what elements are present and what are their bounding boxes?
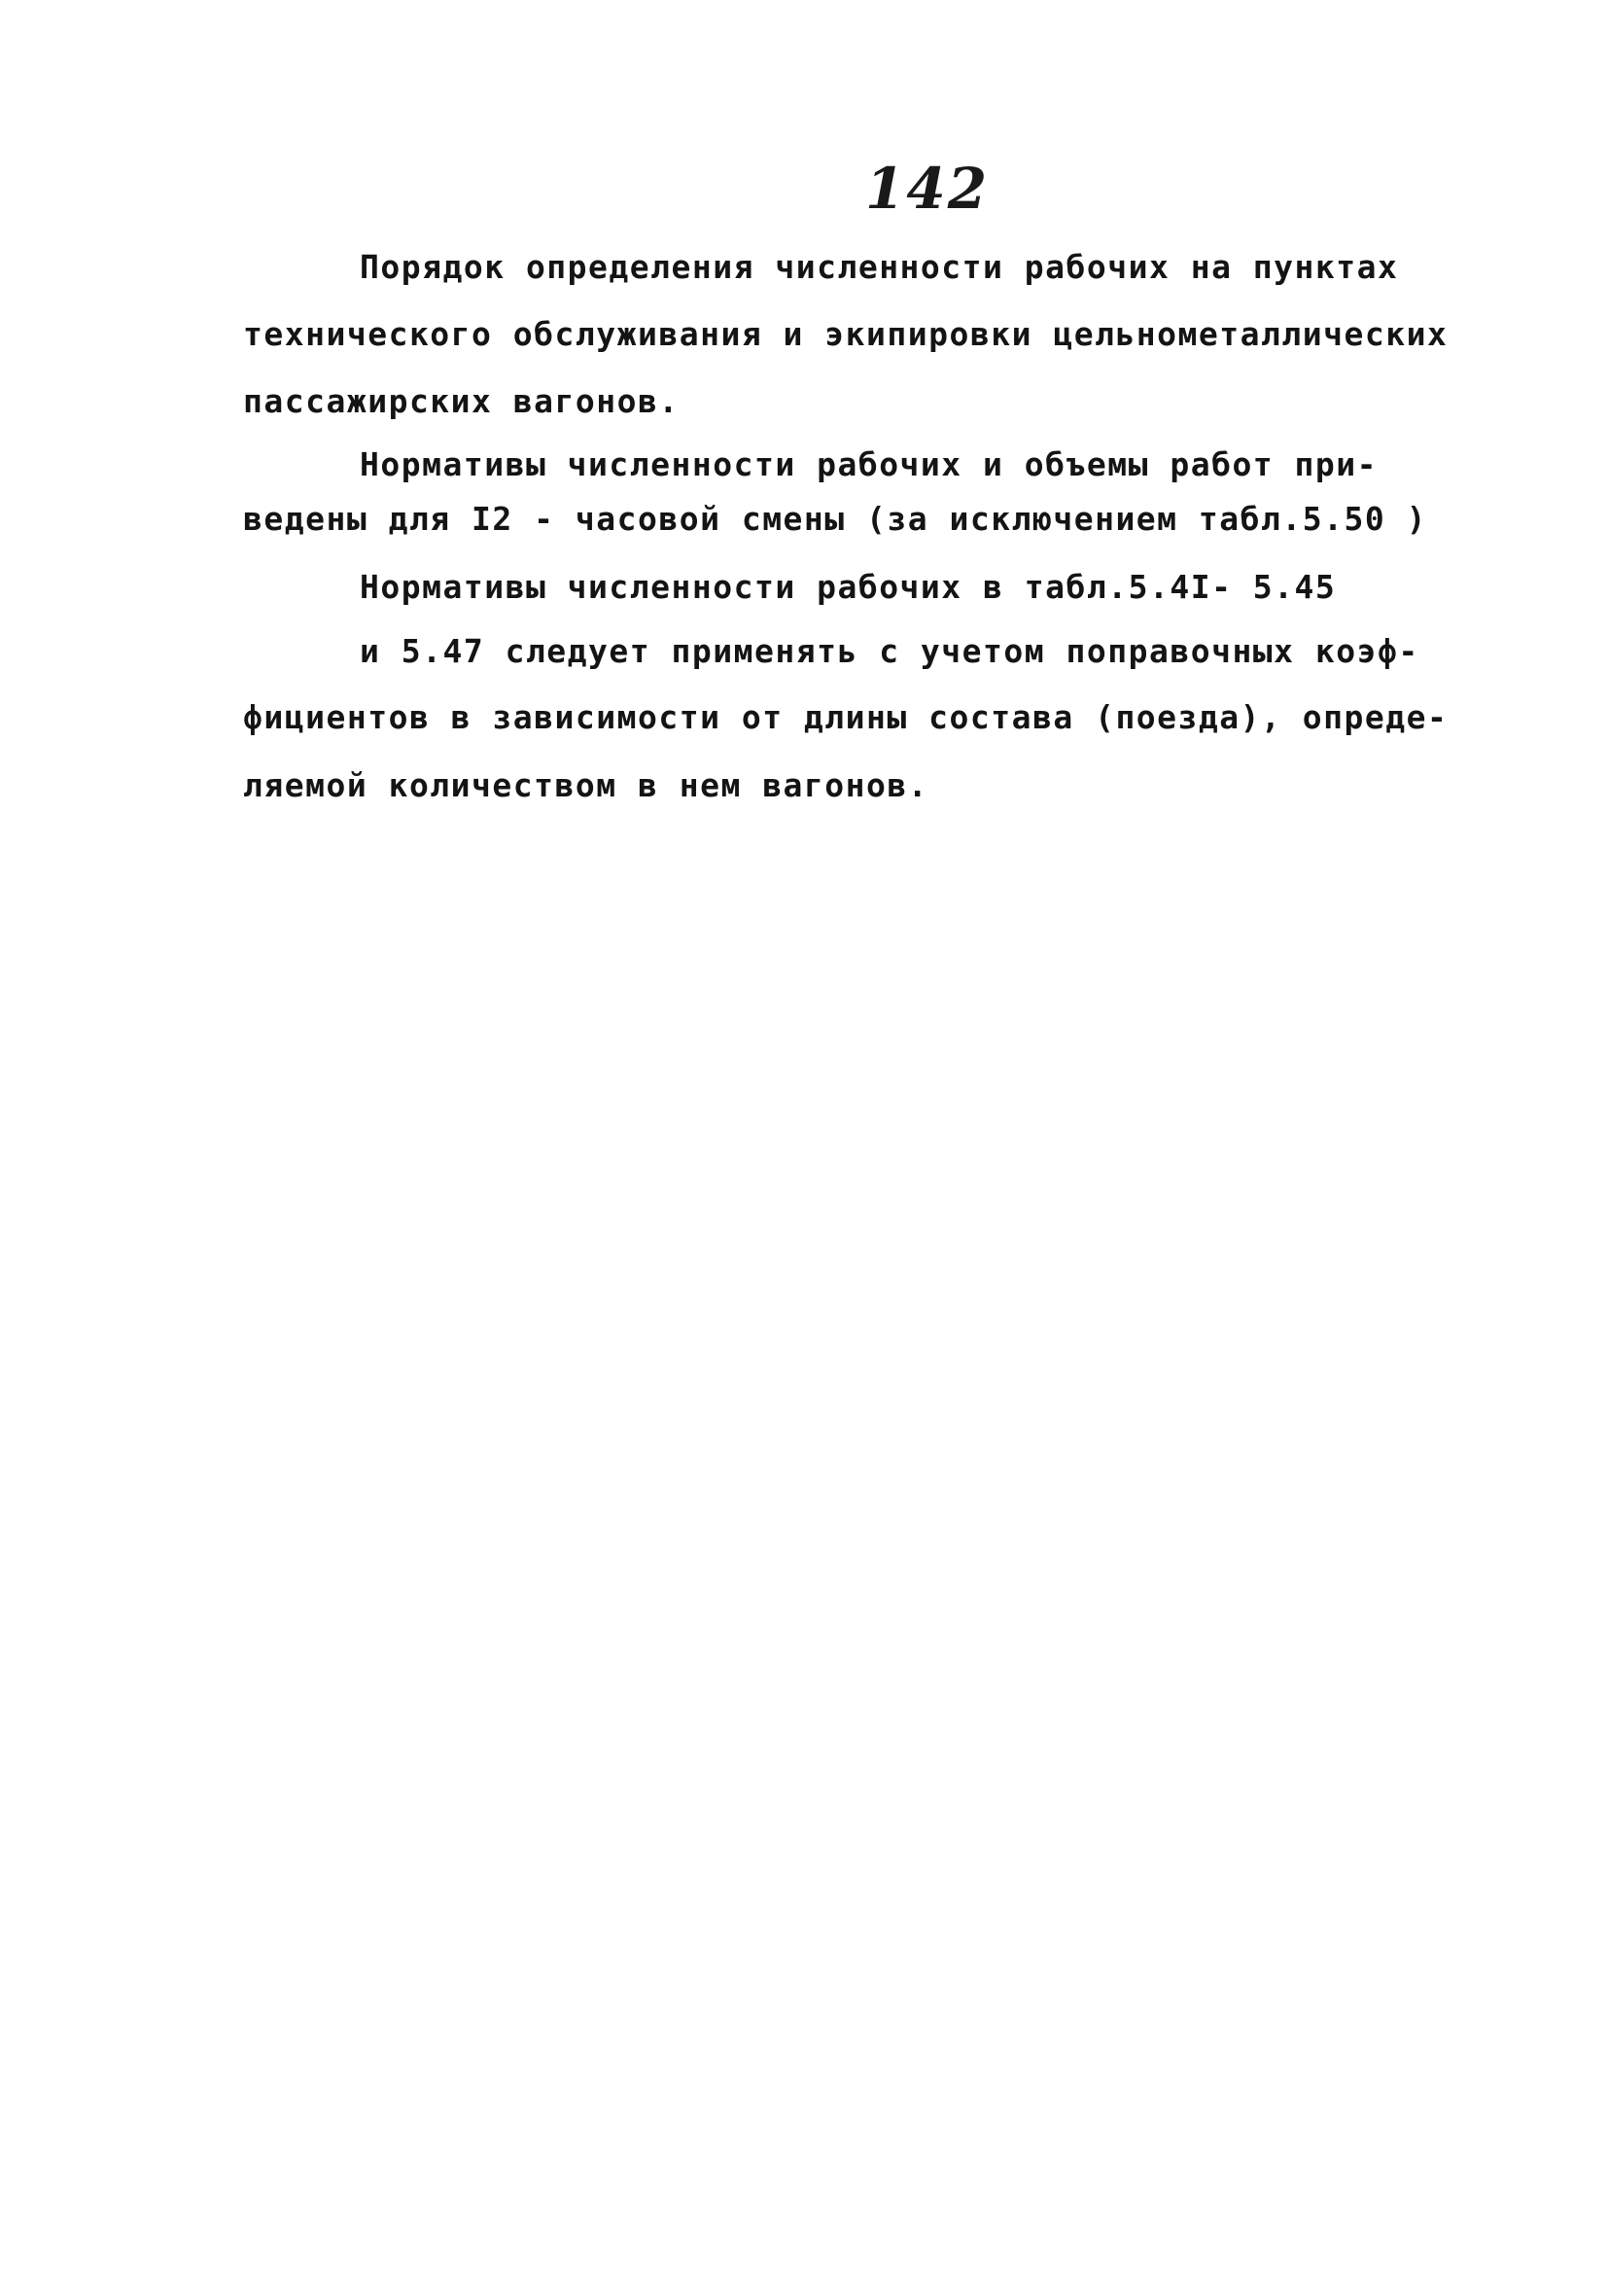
paragraph-1-line-2: технического обслуживания и экипировки цельнометаллических: [243, 315, 1449, 353]
paragraph-2-line-1: Нормативы численности рабочих и объемы работ при-: [360, 445, 1379, 483]
paragraph-1-line-3: пассажирских вагонов.: [243, 382, 680, 420]
paragraph-1-line-1: Порядок определения численности рабочих на пунктах: [360, 248, 1399, 286]
paragraph-3-line-3: фициентов в зависимости от длины состава (поезда), опреде-: [243, 698, 1449, 736]
paragraph-3-line-2: и 5.47 следует применять с учетом поправочных коэф-: [360, 632, 1419, 670]
page-number: 142: [865, 156, 990, 222]
paragraph-3-line-4: ляемой количеством в нем вагонов.: [243, 766, 929, 804]
paragraph-2-line-2: ведены для I2 - часовой смены (за исключением табл.5.50 ): [243, 500, 1427, 538]
paragraph-3-line-1: Нормативы численности рабочих в табл.5.4I- 5.45: [360, 568, 1337, 606]
